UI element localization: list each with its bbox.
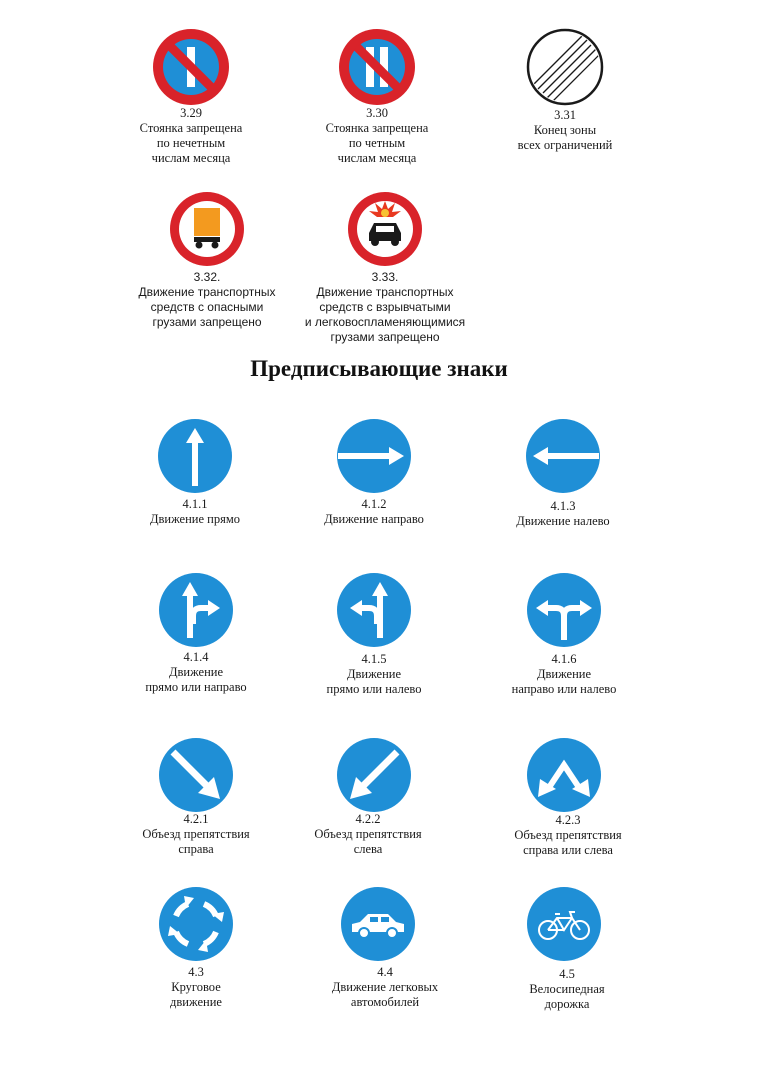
caption-line: направо или налево — [511, 682, 617, 696]
no-parking-even-days-icon — [337, 27, 417, 107]
caption-line: по четным — [348, 136, 406, 150]
sign-number: 3.30 — [366, 106, 388, 120]
no-dangerous-goods-icon — [167, 189, 247, 269]
no-explosives-icon — [345, 189, 425, 269]
section-heading: Предписывающие знаки — [250, 356, 508, 381]
straight-or-right-arrow-icon — [158, 572, 234, 648]
caption — [483, 813, 653, 858]
caption-line: и легковоспламеняющимися — [304, 315, 466, 329]
straight-arrow-icon — [157, 418, 233, 494]
caption — [117, 270, 297, 330]
sign-number: 3.33. — [371, 270, 399, 284]
sign-number: 4.2.2 — [355, 812, 381, 826]
caption — [106, 106, 276, 166]
caption-line: дорожка — [544, 997, 590, 1011]
caption-line: числам месяца — [337, 151, 417, 165]
caption-line: Движение легковых — [331, 980, 439, 994]
caption-line: грузами запрещено — [152, 315, 262, 329]
caption-line: Велосипедная — [529, 982, 605, 996]
right-or-left-arrow-icon — [526, 572, 602, 648]
caption-line: Движение транспортных — [138, 285, 276, 299]
caption — [482, 967, 652, 1012]
caption-line: числам месяца — [151, 151, 231, 165]
sign-number: 4.5 — [559, 967, 575, 981]
caption — [289, 652, 459, 697]
caption-line: Движение — [346, 667, 402, 681]
caption — [479, 652, 649, 697]
caption-line: Движение прямо — [149, 512, 241, 526]
caption — [300, 965, 470, 1010]
caption — [283, 812, 453, 857]
keep-left-arrow-icon — [336, 737, 412, 813]
caption — [295, 270, 475, 345]
end-of-all-restrictions-icon — [525, 27, 605, 107]
caption-line: прямо или налево — [326, 682, 422, 696]
caption — [111, 812, 281, 857]
caption — [292, 106, 462, 166]
sign-number: 4.1.4 — [183, 650, 209, 664]
caption — [110, 497, 280, 527]
car-icon — [340, 886, 416, 962]
caption-line: Движение — [536, 667, 592, 681]
caption — [289, 497, 459, 527]
right-arrow-icon — [336, 418, 412, 494]
caption-line: Объезд препятствия — [314, 827, 422, 841]
bicycle-icon — [526, 886, 602, 962]
keep-right-or-left-arrow-icon — [526, 737, 602, 813]
caption — [111, 650, 281, 695]
caption-line: Стоянка запрещена — [325, 121, 429, 135]
keep-right-arrow-icon — [158, 737, 234, 813]
caption-line: Движение транспортных — [316, 285, 454, 299]
sign-number: 4.1.2 — [361, 497, 387, 511]
caption-line: Движение налево — [516, 514, 610, 528]
caption-line: движение — [170, 995, 222, 1009]
caption-line: автомобилей — [350, 995, 420, 1009]
sign-number: 4.2.1 — [183, 812, 209, 826]
caption-line: прямо или направо — [145, 680, 247, 694]
caption-line: средств с опасными — [150, 300, 264, 314]
roundabout-icon — [158, 886, 234, 962]
caption-line: грузами запрещено — [330, 330, 440, 344]
caption — [478, 499, 648, 529]
left-arrow-icon — [525, 418, 601, 494]
caption-line: всех ограничений — [517, 138, 613, 152]
straight-or-left-arrow-icon — [336, 572, 412, 648]
sign-number: 4.1.5 — [361, 652, 387, 666]
caption — [480, 108, 650, 153]
caption-line: Движение направо — [324, 512, 424, 526]
sign-number: 4.1.6 — [551, 652, 577, 666]
sign-number: 4.4 — [377, 965, 393, 979]
caption-line: справа — [178, 842, 214, 856]
sign-number: 3.32. — [193, 270, 221, 284]
sign-number: 4.2.3 — [555, 813, 581, 827]
caption-line: Движение — [168, 665, 224, 679]
sign-number: 4.1.1 — [182, 497, 208, 511]
caption-line: слева — [353, 842, 383, 856]
caption-line: по нечетным — [156, 136, 226, 150]
caption-line: Объезд препятствия — [142, 827, 250, 841]
caption-line: Стоянка запрещена — [139, 121, 243, 135]
caption-line: справа или слева — [523, 843, 613, 857]
caption-line: средств с взрывчатыми — [319, 300, 451, 314]
sign-number: 3.31 — [554, 108, 576, 122]
caption-line: Круговое — [171, 980, 221, 994]
sign-number: 4.1.3 — [550, 499, 576, 513]
sign-number: 3.29 — [180, 106, 202, 120]
caption-line: Конец зоны — [533, 123, 597, 137]
no-parking-odd-days-icon — [151, 27, 231, 107]
caption — [111, 965, 281, 1010]
sign-number: 4.3 — [188, 965, 204, 979]
caption-line: Объезд препятствия — [514, 828, 622, 842]
